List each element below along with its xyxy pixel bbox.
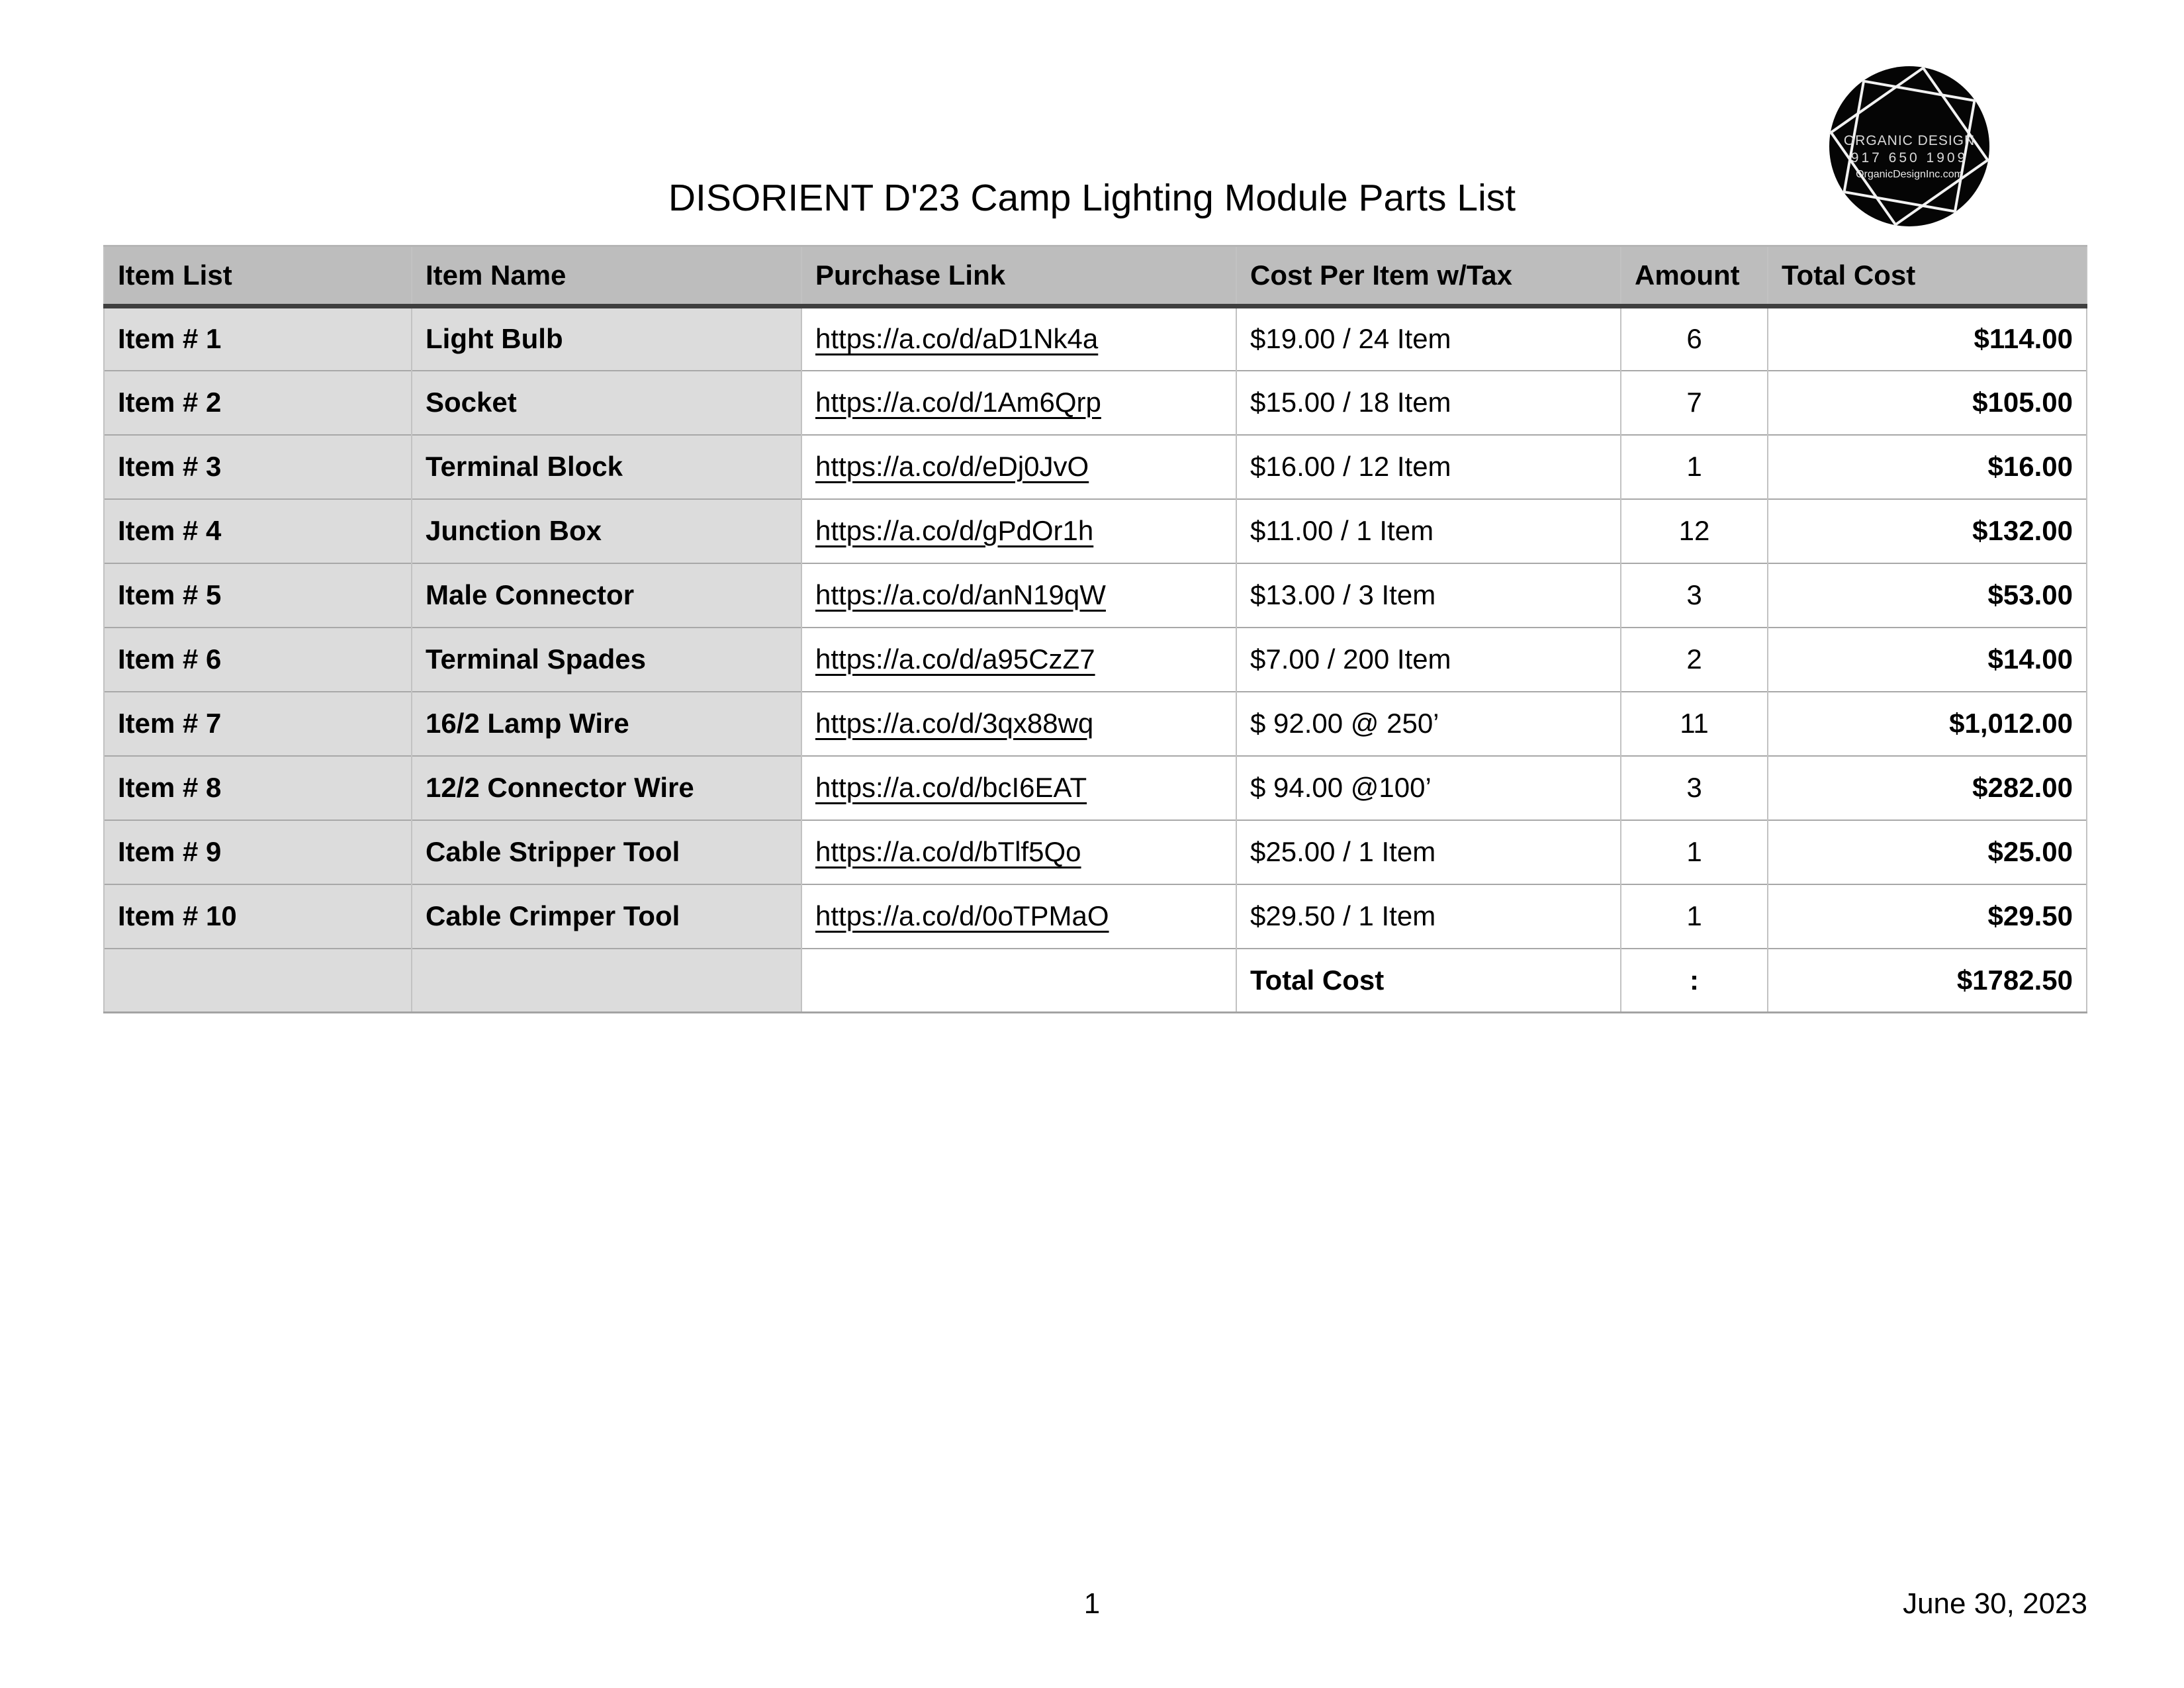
empty-cell xyxy=(104,949,412,1013)
cost-per-item-cell: $19.00 / 24 Item xyxy=(1236,306,1621,371)
table-row xyxy=(104,692,2087,756)
header-row xyxy=(104,246,2087,306)
item-id-cell: Item # 9 xyxy=(104,820,412,884)
table-row xyxy=(104,306,2087,371)
logo-company-name: ORGANIC DESIGN xyxy=(1843,133,1976,148)
total-cost-cell: $53.00 xyxy=(1768,563,2087,628)
item-name-cell: Terminal Block xyxy=(412,435,801,499)
item-id-cell: Item # 5 xyxy=(104,563,412,628)
total-cost-cell: $1,012.00 xyxy=(1768,692,2087,756)
parts-table xyxy=(103,245,2087,1013)
purchase-link[interactable]: https://a.co/d/bcI6EAT xyxy=(815,772,1087,803)
purchase-link[interactable]: https://a.co/d/anN19qW xyxy=(815,579,1106,610)
purchase-link[interactable]: https://a.co/d/3qx88wq xyxy=(815,708,1094,739)
item-name-cell: 16/2 Lamp Wire xyxy=(412,692,801,756)
amount-cell: 12 xyxy=(1621,499,1768,563)
purchase-link[interactable]: https://a.co/d/a95CzZ7 xyxy=(815,643,1095,675)
purchase-link-cell xyxy=(801,884,1236,949)
column-header-amount: Amount xyxy=(1621,246,1768,306)
item-id-cell: Item # 8 xyxy=(104,756,412,820)
cost-per-item-cell: $11.00 / 1 Item xyxy=(1236,499,1621,563)
cost-per-item-cell: $15.00 / 18 Item xyxy=(1236,371,1621,435)
purchase-link-cell xyxy=(801,371,1236,435)
amount-cell: 2 xyxy=(1621,628,1768,692)
item-name-cell: Junction Box xyxy=(412,499,801,563)
purchase-link-cell xyxy=(801,628,1236,692)
table-row xyxy=(104,563,2087,628)
purchase-link[interactable]: https://a.co/d/eDj0JvO xyxy=(815,451,1089,482)
item-id-cell: Item # 10 xyxy=(104,884,412,949)
total-cost-cell: $114.00 xyxy=(1768,306,2087,371)
organic-design-logo xyxy=(1828,65,1991,228)
logo-website: OrganicDesignInc.com xyxy=(1856,169,1963,180)
purchase-link-cell xyxy=(801,499,1236,563)
table-row xyxy=(104,884,2087,949)
table-row xyxy=(104,756,2087,820)
purchase-link-cell xyxy=(801,692,1236,756)
table-row xyxy=(104,371,2087,435)
empty-cell xyxy=(412,949,801,1013)
table-row xyxy=(104,435,2087,499)
item-id-cell: Item # 4 xyxy=(104,499,412,563)
total-cost-cell: $29.50 xyxy=(1768,884,2087,949)
cost-per-item-cell: $29.50 / 1 Item xyxy=(1236,884,1621,949)
item-name-cell: 12/2 Connector Wire xyxy=(412,756,801,820)
column-header-item-list: Item List xyxy=(104,246,412,306)
item-name-cell: Cable Crimper Tool xyxy=(412,884,801,949)
amount-cell: 1 xyxy=(1621,435,1768,499)
item-id-cell: Item # 6 xyxy=(104,628,412,692)
purchase-link[interactable]: https://a.co/d/gPdOr1h xyxy=(815,515,1094,546)
amount-cell: 3 xyxy=(1621,563,1768,628)
item-name-cell: Male Connector xyxy=(412,563,801,628)
purchase-link[interactable]: https://a.co/d/1Am6Qrp xyxy=(815,387,1101,418)
total-cost-label: Total Cost xyxy=(1236,949,1621,1013)
item-id-cell: Item # 7 xyxy=(104,692,412,756)
cost-per-item-cell: $ 94.00 @100’ xyxy=(1236,756,1621,820)
item-id-cell: Item # 1 xyxy=(104,306,412,371)
purchase-link-cell xyxy=(801,306,1236,371)
purchase-link-cell xyxy=(801,435,1236,499)
item-name-cell: Socket xyxy=(412,371,801,435)
purchase-link-cell xyxy=(801,563,1236,628)
purchase-link-cell xyxy=(801,820,1236,884)
column-header-item-name: Item Name xyxy=(412,246,801,306)
purchase-link[interactable]: https://a.co/d/0oTPMaO xyxy=(815,900,1109,931)
total-cost-cell: $282.00 xyxy=(1768,756,2087,820)
cost-per-item-cell: $13.00 / 3 Item xyxy=(1236,563,1621,628)
cost-per-item-cell: $7.00 / 200 Item xyxy=(1236,628,1621,692)
table-row xyxy=(104,820,2087,884)
item-name-cell: Terminal Spades xyxy=(412,628,801,692)
amount-cell: 6 xyxy=(1621,306,1768,371)
purchase-link[interactable]: https://a.co/d/bTlf5Qo xyxy=(815,836,1081,867)
cost-per-item-cell: $16.00 / 12 Item xyxy=(1236,435,1621,499)
item-name-cell: Light Bulb xyxy=(412,306,801,371)
total-cost-cell: $16.00 xyxy=(1768,435,2087,499)
column-header-total-cost: Total Cost xyxy=(1768,246,2087,306)
total-cost-cell: $105.00 xyxy=(1768,371,2087,435)
total-separator: : xyxy=(1621,949,1768,1013)
amount-cell: 7 xyxy=(1621,371,1768,435)
column-header-cost-per-item: Cost Per Item w/Tax xyxy=(1236,246,1621,306)
total-row xyxy=(104,949,2087,1013)
document-date: June 30, 2023 xyxy=(1903,1587,2087,1620)
purchase-link[interactable]: https://a.co/d/aD1Nk4a xyxy=(815,323,1099,355)
table-row xyxy=(104,628,2087,692)
cost-per-item-cell: $ 92.00 @ 250’ xyxy=(1236,692,1621,756)
page-number: 1 xyxy=(1083,1587,1101,1620)
item-id-cell: Item # 3 xyxy=(104,435,412,499)
item-name-cell: Cable Stripper Tool xyxy=(412,820,801,884)
purchase-link-cell xyxy=(801,756,1236,820)
amount-cell: 11 xyxy=(1621,692,1768,756)
table-row xyxy=(104,499,2087,563)
amount-cell: 3 xyxy=(1621,756,1768,820)
cost-per-item-cell: $25.00 / 1 Item xyxy=(1236,820,1621,884)
column-header-purchase-link: Purchase Link xyxy=(801,246,1236,306)
logo-phone-number: 917 650 1909 xyxy=(1850,150,1968,165)
total-cost-cell: $14.00 xyxy=(1768,628,2087,692)
total-cost-cell: $25.00 xyxy=(1768,820,2087,884)
page-title: DISORIENT D'23 Camp Lighting Module Parts List xyxy=(668,177,1516,219)
amount-cell: 1 xyxy=(1621,820,1768,884)
total-cost-cell: $132.00 xyxy=(1768,499,2087,563)
item-id-cell: Item # 2 xyxy=(104,371,412,435)
amount-cell: 1 xyxy=(1621,884,1768,949)
grand-total-value: $1782.50 xyxy=(1768,949,2087,1013)
empty-cell xyxy=(801,949,1236,1013)
